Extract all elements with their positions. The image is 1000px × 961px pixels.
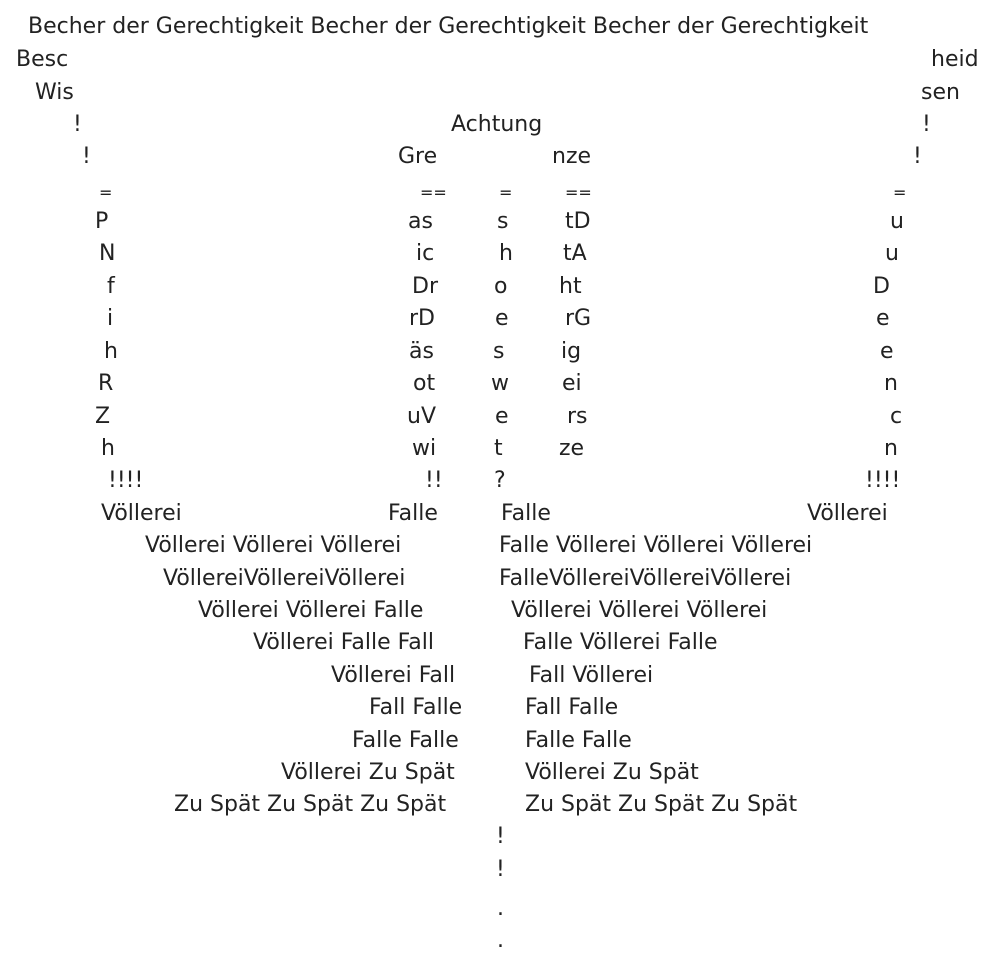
funnel-right-line: FalleVöllereiVöllereiVöllerei: [499, 566, 792, 591]
rim-right-word: sen: [921, 80, 960, 105]
column-letters: as: [408, 209, 433, 234]
cup-right-letter: n: [884, 371, 898, 396]
column-letters: ig: [561, 339, 582, 364]
funnel-left-line: Völlerei Falle Fall: [253, 630, 434, 655]
funnel-left-line: Völlerei Völlerei Falle: [198, 598, 424, 623]
funnel-right-line: Völlerei Völlerei Völlerei: [511, 598, 768, 623]
column-letters: ic: [416, 241, 435, 266]
cup-left-mark: =: [99, 183, 113, 202]
cup-right-mark: !!!!: [865, 468, 901, 493]
cup-left-letter: N: [99, 241, 116, 266]
cup-right-letter: u: [890, 209, 904, 234]
column-letters: uV: [407, 404, 436, 429]
funnel-left-line: Völlerei Zu Spät: [281, 760, 455, 785]
column-mark: ==: [565, 183, 592, 202]
warning-word: Achtung: [451, 112, 543, 137]
column-letters: ht: [559, 274, 582, 299]
column-mark: =: [499, 183, 513, 202]
stem-mark: !: [496, 824, 505, 849]
column-letter: t: [494, 436, 503, 461]
rim-right-word: heid: [931, 47, 979, 72]
cup-right-letter: n: [884, 436, 898, 461]
cup-right-mark: !: [922, 112, 931, 137]
cup-right-letter: c: [890, 404, 903, 429]
column-letter: o: [494, 274, 508, 299]
funnel-left-line: Falle: [388, 501, 438, 526]
rim-left-word: Besc: [16, 47, 69, 72]
column-letters: Dr: [412, 274, 438, 299]
rim-left-word: Wis: [35, 80, 74, 105]
column-letter: s: [497, 209, 509, 234]
funnel-right-line: Zu Spät Zu Spät Zu Spät: [525, 792, 798, 817]
cup-left-letter: P: [95, 209, 109, 234]
stem-mark: !: [496, 857, 505, 882]
funnel-left-line: Zu Spät Zu Spät Zu Spät: [174, 792, 447, 817]
cup-right-mark: =: [893, 183, 907, 202]
cup-left-letter: f: [107, 274, 115, 299]
cup-left-mark: !!!!: [108, 468, 144, 493]
column-mark: ?: [494, 468, 506, 493]
funnel-right-line: Falle Völlerei Völlerei Völlerei: [499, 533, 813, 558]
cup-right-letter: D: [873, 274, 890, 299]
funnel-right-line: Fall Völlerei: [529, 663, 654, 688]
funnel-right-line: Völlerei: [807, 501, 888, 526]
column-mark: ==: [420, 183, 447, 202]
funnel-left-line: Völlerei Fall: [331, 663, 456, 688]
column-letters: ei: [562, 371, 582, 396]
funnel-right-line: Völlerei Zu Spät: [525, 760, 699, 785]
funnel-left-line: Fall Falle: [369, 695, 463, 720]
limit-word-left: Gre: [398, 144, 438, 169]
column-letters: äs: [409, 339, 434, 364]
column-letters: ot: [413, 371, 436, 396]
cup-left-letter: R: [98, 371, 114, 396]
column-letters: rD: [409, 306, 435, 331]
header-line: Becher der Gerechtigkeit Becher der Gerechtigkeit Becher der Gerechtigkeit: [28, 14, 869, 39]
funnel-right-line: Falle Völlerei Falle: [523, 630, 718, 655]
funnel-right-line: Fall Falle: [525, 695, 619, 720]
cup-left-letter: i: [107, 306, 114, 331]
funnel-left-line: Falle Falle: [352, 728, 459, 753]
limit-word-right: nze: [552, 144, 592, 169]
column-mark: !!: [425, 468, 443, 493]
cup-left-letter: Z: [95, 404, 111, 429]
stem-mark: .: [497, 928, 504, 953]
cup-left-letter: h: [104, 339, 118, 364]
cup-left-mark: !: [82, 144, 91, 169]
column-letter: w: [491, 371, 509, 396]
cup-right-mark: !: [913, 144, 922, 169]
column-letters: ze: [559, 436, 585, 461]
funnel-right-line: Falle: [501, 501, 551, 526]
column-letters: tA: [563, 241, 587, 266]
column-letters: rG: [565, 306, 592, 331]
stem-mark: .: [497, 896, 504, 921]
column-letter: e: [495, 404, 509, 429]
funnel-right-line: Falle Falle: [525, 728, 632, 753]
cup-right-letter: e: [876, 306, 890, 331]
cup-right-letter: e: [880, 339, 894, 364]
column-letters: tD: [565, 209, 591, 234]
column-letters: rs: [567, 404, 588, 429]
funnel-left-line: Völlerei Völlerei Völlerei: [145, 533, 402, 558]
column-letter: h: [499, 241, 513, 266]
column-letters: wi: [412, 436, 437, 461]
column-letter: e: [495, 306, 509, 331]
cup-left-letter: h: [101, 436, 115, 461]
column-letter: s: [493, 339, 505, 364]
cup-left-mark: !: [73, 112, 82, 137]
funnel-left-line: VöllereiVöllereiVöllerei: [163, 566, 406, 591]
cup-right-letter: u: [885, 241, 899, 266]
funnel-left-line: Völlerei: [101, 501, 182, 526]
